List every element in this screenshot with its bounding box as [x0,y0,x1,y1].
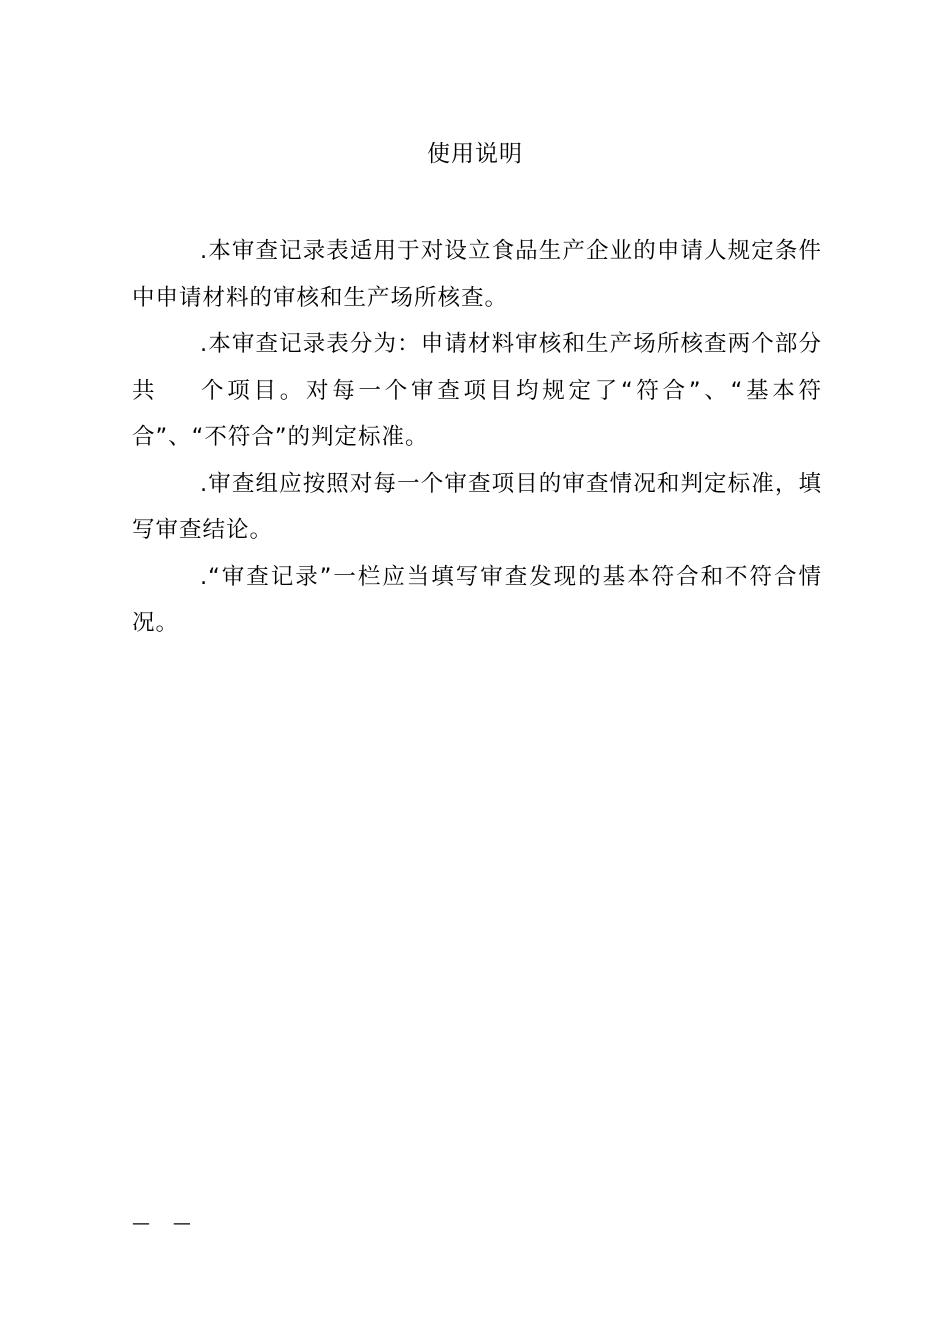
item-text: 本审查记录表适用于对设立食品生产企业的申请人规定条件中申请材料的审核和生产场所核查。 [132,238,822,311]
item-text-continued: 个项目。对每一个审查项目均规定了“符合”、“基本符合”、“不符合”的判定标准。 [132,377,822,450]
page-number-footer: — — [132,1213,191,1234]
item-marker: . [200,563,209,590]
item-text: “审查记录”一栏应当填写审查发现的基本符合和不符合情况。 [132,563,822,636]
item-text: 本审查记录表分为：申请材料审核和生产场所核查两个部分共 [132,331,822,404]
instruction-item-3 [132,461,822,554]
instructions-body [132,228,822,647]
instruction-item-1 [132,228,822,321]
item-marker: . [200,331,209,357]
page-title: 使用说明 [427,141,523,167]
item-text: 审查组应按照对每一个审查项目的审查情况和判定标准，填写审查结论。 [132,470,822,543]
item-marker: . [200,238,209,264]
instruction-item-4 [132,554,822,647]
item-marker: . [200,470,209,497]
instruction-item-2 [132,321,822,461]
